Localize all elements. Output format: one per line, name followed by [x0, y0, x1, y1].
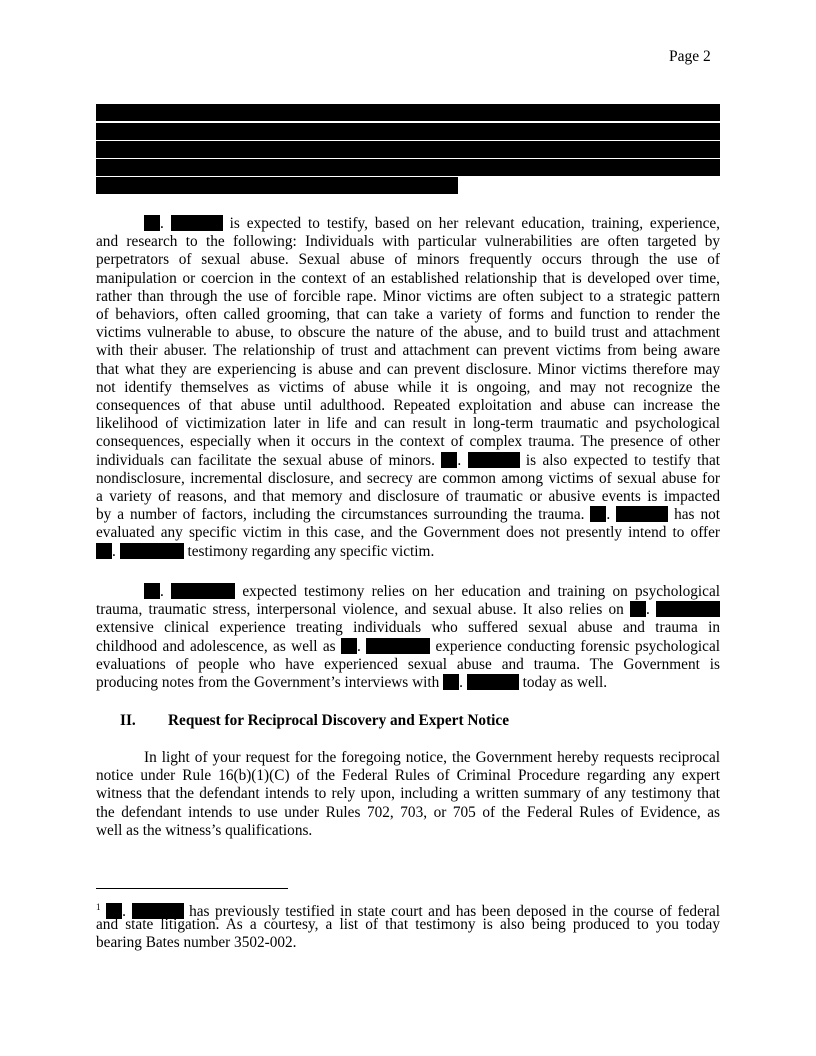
- text-run: has previously testified in state court and has been deposed in the course of federal: [183, 903, 720, 920]
- text-run: nondisclosure, incremental disclosure, and secrecy are common among victims of sexual abuse for: [96, 469, 720, 487]
- text-line: [96, 767, 720, 785]
- text-run: .: [356, 637, 367, 655]
- text-line: [96, 233, 720, 251]
- text-run: .: [459, 674, 467, 691]
- text-run: today as well.: [518, 674, 608, 691]
- text-run: the defendant intends to use under Rules 702, 703, or 705 of the Federal Rules of Evidence, as: [96, 803, 720, 821]
- page-number: Page 2: [669, 48, 711, 65]
- text-run: .: [457, 451, 468, 469]
- text-line: [96, 361, 720, 379]
- text-run: expected testimony relies on her education and training on psychological: [235, 583, 720, 600]
- text-line: [96, 916, 720, 934]
- footnote-marker: 1: [96, 902, 101, 912]
- text-run: by a number of factors, including the circumstances surrounding the trauma.: [96, 506, 591, 524]
- text-run: childhood and adolescence, as well as: [96, 637, 341, 655]
- text-run: .: [160, 583, 172, 600]
- text-line: [96, 415, 720, 433]
- text-run: consequences, especially when it occurs in the context of complex trauma. The presence of other: [96, 433, 720, 451]
- footnote-divider: [96, 888, 288, 889]
- text-line: [96, 270, 720, 288]
- text-run: witness that the defendant intends to rely upon, including a written summary of any testimony that: [96, 785, 720, 803]
- text-run: and research to the following: Individuals with particular vulnerabilities are often targeted by: [96, 233, 720, 251]
- text-run: has not: [668, 506, 720, 524]
- text-line: [96, 342, 720, 360]
- text-run: perpetrators of sexual abuse. Sexual abuse of minors frequently occurs through the use of: [96, 251, 720, 269]
- text-run: and state litigation. As a courtesy, a list of that testimony is also being produced to you today: [96, 916, 720, 934]
- text-run: is also expected to testify that: [519, 451, 720, 469]
- text-run: testimony regarding any specific victim.: [183, 542, 435, 560]
- text-line: [96, 543, 720, 561]
- redaction-bar: [96, 104, 720, 121]
- text-line: [96, 324, 720, 342]
- redaction: [144, 215, 160, 231]
- text-run: .: [122, 903, 132, 920]
- redaction: [171, 215, 223, 231]
- redaction-bar: [96, 159, 720, 176]
- text-run: well as the witness’s qualifications.: [96, 821, 313, 839]
- text-line: [96, 638, 720, 656]
- text-run: producing notes from the Government’s interviews with: [96, 674, 444, 691]
- text-run: evaluated any specific victim in this case, and the Government does not presently intend to offer: [96, 524, 720, 542]
- text-run: likelihood of victimization later in life and can result in long-term traumatic and psychological: [96, 415, 720, 433]
- redaction: [341, 638, 357, 654]
- redaction: [120, 543, 184, 559]
- text-run: In light of your request for the foregoing notice, the Government hereby requests reciprocal: [144, 749, 720, 766]
- text-run: is expected to testify, based on her relevant education, training, experience,: [222, 215, 720, 232]
- text-run: that what they are experiencing is abuse and can prevent disclosure. Minor victims therefore may: [96, 360, 720, 378]
- text-line: [96, 804, 720, 822]
- redaction: [171, 583, 235, 599]
- text-line: [96, 397, 720, 415]
- text-run: .: [112, 542, 120, 560]
- text-line: [96, 524, 720, 542]
- section-heading: [120, 712, 509, 730]
- text-run: notice under Rule 16(b)(1)(C) of the Federal Rules of Criminal Procedure regarding any expert: [96, 767, 720, 785]
- redaction: [366, 638, 430, 654]
- text-run: .: [606, 506, 617, 524]
- redaction: [96, 543, 112, 559]
- text-run: of behaviors, often called grooming, that can take a variety of forms and function to render the: [96, 306, 720, 323]
- text-line: [96, 898, 720, 920]
- text-run: with their abuser. The relationship of trust and attachment can prevent victims from being aware: [96, 342, 720, 360]
- text-line: [96, 488, 720, 506]
- text-run: victims vulnerable to abuse, to obscure the nature of the abuse, and to build trust and attachment: [96, 324, 720, 342]
- text-line: [144, 583, 720, 601]
- text-line: [96, 934, 720, 952]
- text-line: [96, 306, 720, 324]
- text-line: [96, 822, 720, 840]
- text-line: [96, 674, 720, 692]
- text-run: .: [160, 215, 171, 232]
- text-run: .: [645, 601, 656, 619]
- redaction-bar: [96, 141, 720, 158]
- text-line: [144, 749, 720, 767]
- text-line: [96, 433, 720, 451]
- text-line: [96, 251, 720, 269]
- redaction: [441, 452, 457, 468]
- text-line: [96, 379, 720, 397]
- text-line: [96, 506, 720, 524]
- text-run: individuals can facilitate the sexual abuse of minors.: [96, 451, 442, 469]
- text-line: [96, 470, 720, 488]
- text-run: evaluations of people who have experienced sexual abuse and trauma. The Government is: [96, 655, 720, 673]
- text-line: [96, 288, 720, 306]
- text-run: consequences of that abuse until adulthood. Repeated exploitation and abuse can increase the: [96, 397, 720, 414]
- text-run: experience conducting forensic psychological: [430, 637, 721, 655]
- redaction-bar: [96, 177, 458, 194]
- redaction: [656, 601, 720, 617]
- text-run: rather than through the use of forcible rape. Minor victims are often subject to a strategic pattern: [96, 287, 720, 305]
- text-line: [96, 785, 720, 803]
- section-title: Request for Reciprocal Discovery and Expert Notice: [168, 712, 509, 729]
- text-line: [96, 452, 720, 470]
- redaction: [630, 601, 646, 617]
- text-line: [96, 656, 720, 674]
- redaction: [467, 674, 519, 690]
- redaction: [590, 506, 606, 522]
- text-run: manipulation or coercion in the context of an established relationship that is developed over time,: [96, 269, 720, 287]
- text-line: [96, 601, 720, 619]
- text-run: not identify themselves as victims of abuse while it is ongoing, and may not recognize the: [96, 378, 720, 396]
- redaction: [144, 583, 160, 599]
- text-run: extensive clinical experience treating individuals who suffered sexual abuse and trauma in: [96, 619, 720, 637]
- redaction: [616, 506, 668, 522]
- text-run: bearing Bates number 3502-002.: [96, 934, 297, 952]
- section-number: II.: [120, 712, 136, 729]
- redaction-bar: [96, 123, 720, 140]
- text-run: trauma, traumatic stress, interpersonal violence, and sexual abuse. It also relies on: [96, 601, 630, 619]
- redaction: [468, 452, 520, 468]
- text-run: a variety of reasons, and that memory and disclosure of traumatic or abusive events is impacted: [96, 488, 720, 505]
- text-line: [96, 619, 720, 637]
- text-line: [144, 215, 720, 233]
- redaction: [443, 674, 459, 690]
